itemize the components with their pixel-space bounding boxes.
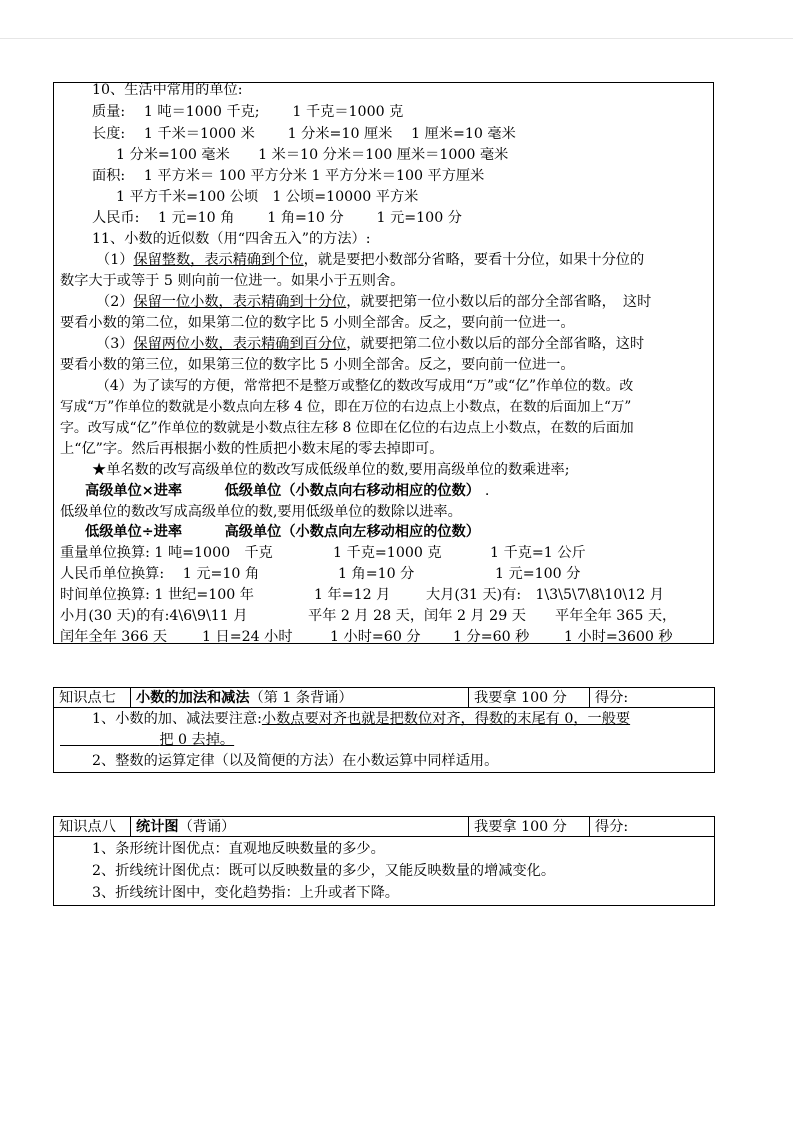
rule-4-line-4: 上“亿”字。然后再根据小数的性质把小数末尾的零去掉即可。: [60, 441, 444, 457]
mass-units: 质量: 1 吨＝1000 千克; 1 千克＝1000 克: [92, 104, 404, 120]
big-months: 大月(31 天)有: 1\3\5\7\8\10\12 月: [426, 587, 664, 603]
kp7-label: 知识点七: [54, 688, 131, 708]
kp7-item-1: 1、小数的加、减法要注意:小数点要对齐也就是把数位对齐，得数的末尾有 0，一般要: [92, 710, 631, 727]
rule-4-line-3: 字。改写成“亿”作单位的数就是小数点往左移 8 位即在亿位的右边点上小数点，在数的后面加: [60, 420, 634, 436]
star-line: ★单名数的改写高级单位的数改写成低级单位的数,要用高级单位的数乘进率;: [92, 462, 570, 478]
knowledge-point-8-table: [53, 816, 715, 906]
kp7-item-1-cont: 把 0 去掉。: [159, 731, 235, 748]
rule-4-line-1: （4）为了读写的方便，常常把不是整万或整亿的数改写成用“万”或“亿”作单位的数。改: [96, 378, 634, 394]
kp8-item-3: 3、折线统计图中，变化趋势指：上升或者下降。: [92, 885, 399, 901]
rule-multiply: 高级单位×进率 低级单位（小数点向右移动相应的位数） .: [85, 483, 490, 499]
minute-seconds: 1 分=60 秒: [453, 629, 530, 645]
rule-3-line-2: 要看小数的第三位，如果第三位的数字比 5 小则全部舍。反之，要向前一位进一。: [60, 357, 575, 373]
rule-1-line-2: 数字大于或等于 5 则向前一位进一。如果小于五则舍。: [60, 273, 405, 289]
heading-rounding: 11、小数的近似数（用“四舍五入”的方法）:: [92, 231, 371, 247]
kp8-body: [54, 837, 715, 906]
weight-conversion: 重量单位换算: 1 吨=1000 千克: [60, 545, 273, 561]
hour-minutes: 1 小时=60 分: [330, 629, 421, 645]
knowledge-point-7-table: [53, 687, 715, 773]
low-to-high-line: 低级单位的数改写成高级单位的数,要用低级单位的数除以进率。: [60, 504, 462, 520]
length-units-2: 1 分米=100 毫米 1 米＝10 分米＝100 厘米＝1000 毫米: [116, 147, 509, 163]
common-year-days: 平年全年 365 天，: [555, 608, 677, 624]
rule-3-line-1: （3）保留两位小数，表示精确到百分位，就要把第二位小数以后的部分全部省略，这时: [96, 336, 645, 352]
hour-seconds: 1 小时=3600 秒: [564, 629, 673, 645]
kp7-title: 小数的加法和减法（第 1 条背诵）: [131, 688, 469, 708]
day-hours: 1 日=24 小时: [202, 629, 293, 645]
kp8-score: 得分:: [590, 817, 715, 837]
kp8-item-2: 2、折线统计图优点：既可以反映数量的多少，又能反映数量的增减变化。: [92, 863, 556, 879]
february-days: 平年 2 月 28 天，闰年 2 月 29 天: [308, 608, 526, 624]
currency-units: 人民币: 1 元=10 角 1 角=10 分 1 元=100 分: [92, 210, 462, 226]
kp8-goal: 我要拿 100 分: [469, 817, 590, 837]
weight-conversion-3: 1 千克=1 公斤: [490, 545, 586, 561]
area-units: 面积: 1 平方米＝ 100 平方分米 1 平方分米＝100 平方厘米: [92, 168, 485, 184]
rule-2-line-1: （2）保留一位小数，表示精确到十分位，就要把第一位小数以后的部分全部省略， 这时: [96, 294, 652, 310]
kp8-label: 知识点八: [54, 817, 131, 837]
currency-conversion: 人民币单位换算: 1 元=10 角: [60, 566, 260, 582]
time-conversion-2: 1 年=12 月: [314, 587, 391, 603]
small-months: 小月(30 天)的有:4\6\9\11 月: [60, 608, 248, 624]
area-units-2: 1 平方千米=100 公顷 1 公顷=10000 平方米: [116, 189, 419, 205]
heading-units: 10、生活中常用的单位:: [92, 82, 243, 98]
currency-conversion-3: 1 元=100 分: [495, 566, 581, 582]
leap-year-days: 闰年全年 366 天: [60, 629, 168, 645]
kp7-body: [54, 708, 715, 773]
rule-divide: 低级单位÷进率 高级单位（小数点向左移动相应的位数）: [85, 524, 480, 540]
time-conversion: 时间单位换算: 1 世纪=100 年: [60, 587, 254, 603]
kp8-title: 统计图（背诵）: [131, 817, 469, 837]
weight-conversion-2: 1 千克=1000 克: [333, 545, 442, 561]
kp7-item-2: 2、整数的运算定律（以及简便的方法）在小数运算中同样适用。: [92, 752, 499, 769]
currency-conversion-2: 1 角=10 分: [338, 566, 415, 582]
kp7-score: 得分:: [590, 688, 715, 708]
kp7-goal: 我要拿 100 分: [469, 688, 590, 708]
rule-4-line-2: 写成“万”作单位的数就是小数点向左移 4 位，即在万位的右边点上小数点，在数的后面加上“万”: [60, 399, 632, 415]
length-units: 长度: 1 千米＝1000 米 1 分米=10 厘米 1 厘米=10 毫米: [92, 126, 516, 142]
page-top-rule: [0, 38, 793, 39]
rule-1-line-1: （1）保留整数，表示精确到个位，就是要把小数部分省略，要看十分位，如果十分位的: [96, 252, 645, 268]
rule-2-line-2: 要看小数的第二位，如果第二位的数字比 5 小则全部舍。反之，要向前一位进一。: [60, 315, 575, 331]
kp8-item-1: 1、条形统计图优点：直观地反映数量的多少。: [92, 841, 385, 857]
